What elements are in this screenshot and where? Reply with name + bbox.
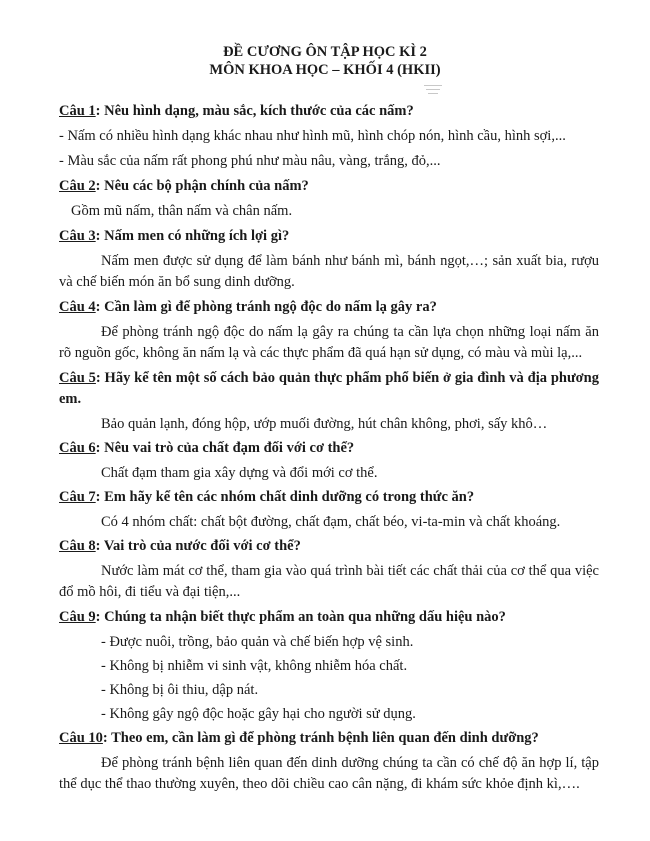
- question-heading: [59, 728, 599, 749]
- question-text: : Nêu hình dạng, màu sắc, kích thước của các nấm?: [95, 103, 414, 119]
- answer-line: Chất đạm tham gia xây dựng và đổi mới cơ thể.: [101, 465, 378, 481]
- document-title-line2: MÔN KHOA HỌC – KHỐI 4 (HKII): [209, 62, 441, 78]
- question-number: Câu 10: [59, 730, 103, 746]
- answer-line: Có 4 nhóm chất: chất bột đường, chất đạm, chất béo, vi-ta-min và chất khoáng.: [101, 514, 561, 530]
- answer-line: Bảo quản lạnh, đóng hộp, ướp muối đường, hút chân không, phơi, sấy khô…: [101, 416, 548, 432]
- title-decoration: [424, 85, 442, 86]
- answer-paragraph: Để phòng tránh ngộ độc do nấm lạ gây ra chúng ta cần lựa chọn những loại nấm ăn rõ nguồn gốc, không ăn nấm lạ và các thực phẩm đã quá hạn sử dụng, có màu và mùi lạ,...: [59, 324, 599, 361]
- question-number: Câu 1: [59, 103, 96, 119]
- question-text: : Cần làm gì để phòng tránh ngộ độc do nấm lạ gây ra?: [95, 299, 437, 315]
- answer-paragraph: Nấm men được sử dụng để làm bánh như bánh mì, bánh ngọt,…; sản xuất bia, rượu và chế biến món ăn bổ sung dinh dưỡng.: [59, 253, 599, 290]
- question-number: Câu 9: [59, 609, 96, 625]
- question-text: : Chúng ta nhận biết thực phẩm an toàn qua những dấu hiệu nào?: [95, 609, 506, 625]
- title-decoration: [426, 89, 440, 90]
- document-title-line1: ĐỀ CƯƠNG ÔN TẬP HỌC KÌ 2: [223, 44, 427, 60]
- question-number: Câu 6: [59, 440, 96, 456]
- answer-paragraph: Để phòng tránh bệnh liên quan đến dinh dưỡng chúng ta cần có chế độ ăn hợp lí, tập thể dục thể thao thường xuyên, theo dõi chiều cao cân nặng, đi khám sức khỏe định kì,….: [59, 755, 599, 792]
- question-heading: [59, 536, 599, 557]
- question-heading: [59, 226, 599, 247]
- question-number: Câu 8: [59, 538, 96, 554]
- answer-line: - Màu sắc của nấm rất phong phú như màu nâu, vàng, trắng, đỏ,...: [59, 153, 441, 169]
- question-heading: [59, 607, 599, 628]
- document-body: [59, 101, 599, 799]
- question-heading: [59, 297, 599, 318]
- question-heading: [59, 438, 599, 459]
- question-text: : Nêu các bộ phận chính của nấm?: [95, 178, 309, 194]
- question-text: : Hãy kể tên một số cách bảo quản thực phẩm phổ biến ở gia đình và địa phương em.: [59, 370, 599, 407]
- question-text: : Nấm men có những ích lợi gì?: [95, 228, 290, 244]
- answer-list-item: - Được nuôi, trồng, bảo quản và chế biến hợp vệ sinh.: [101, 634, 414, 650]
- answer-list-item: - Không bị nhiễm vi sinh vật, không nhiễm hóa chất.: [101, 658, 408, 674]
- answer-line: Gồm mũ nấm, thân nấm và chân nấm.: [71, 203, 293, 219]
- question-heading: [59, 487, 599, 508]
- question-text: : Theo em, cần làm gì để phòng tránh bệnh liên quan đến dinh dưỡng?: [102, 730, 539, 746]
- question-number: Câu 2: [59, 178, 96, 194]
- answer-line: - Nấm có nhiều hình dạng khác nhau như hình mũ, hình chóp nón, hình cầu, hình sợi,...: [59, 128, 566, 144]
- question-heading: [59, 368, 599, 410]
- title-decoration: [428, 93, 438, 94]
- question-number: Câu 3: [59, 228, 96, 244]
- answer-paragraph: Nước làm mát cơ thể, tham gia vào quá trình bài tiết các chất thải của cơ thể qua việc đổ mồ hôi, đi tiểu và đại tiện,...: [59, 563, 599, 600]
- question-text: : Nêu vai trò của chất đạm đối với cơ thể?: [95, 440, 355, 456]
- answer-list-item: - Không gây ngộ độc hoặc gây hại cho người sử dụng.: [101, 706, 416, 722]
- question-text: : Em hãy kể tên các nhóm chất dinh dưỡng có trong thức ăn?: [95, 489, 475, 505]
- question-heading: [59, 101, 599, 122]
- question-heading: [59, 176, 599, 197]
- question-number: Câu 7: [59, 489, 96, 505]
- question-number: Câu 4: [59, 299, 96, 315]
- question-text: : Vai trò của nước đối với cơ thể?: [95, 538, 301, 554]
- answer-list-item: - Không bị ôi thiu, dập nát.: [101, 682, 259, 698]
- question-number: Câu 5: [59, 370, 96, 386]
